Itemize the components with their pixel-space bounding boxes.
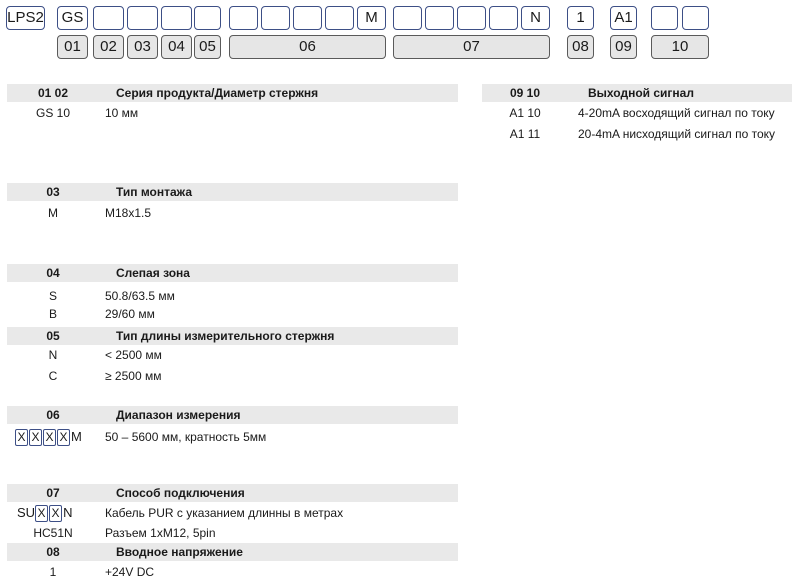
code-box-08: 1 — [567, 6, 594, 30]
position-box-08: 08 — [567, 35, 594, 59]
row-desc: M18x1.5 — [105, 206, 152, 220]
table-row — [7, 204, 458, 222]
section-title: Тип монтажа — [116, 185, 193, 199]
code-box-06-4 — [325, 6, 354, 30]
section-08-header — [7, 543, 458, 561]
table-row — [7, 305, 458, 323]
section-code: 07 — [46, 486, 60, 500]
table-row — [7, 287, 458, 305]
row-code: HC51N — [33, 526, 73, 540]
row-desc: 50 – 5600 мм, кратность 5мм — [105, 430, 267, 444]
code-box-07-4 — [489, 6, 518, 30]
section-title: Диапазон измерения — [116, 408, 241, 422]
placeholder-box: X — [49, 505, 62, 522]
position-box-03: 03 — [127, 35, 158, 59]
row-code — [17, 504, 72, 522]
code-box-04 — [127, 6, 158, 30]
code-box-06-1 — [229, 6, 258, 30]
section-04-header — [7, 264, 458, 282]
section-0910-header — [482, 84, 792, 102]
table-row — [7, 428, 458, 446]
section-07-header — [7, 484, 458, 502]
section-title: Серия продукта/Диаметр стержня — [116, 86, 319, 100]
section-code: 05 — [46, 329, 60, 343]
position-box-09: 09 — [610, 35, 637, 59]
code-box-07-2 — [425, 6, 454, 30]
code-box-07-n: N — [521, 6, 550, 30]
section-title: Вводное напряжение — [116, 545, 243, 559]
code-box-06-2 — [261, 6, 290, 30]
section-0102-header — [7, 84, 458, 102]
row-desc: 29/60 мм — [105, 307, 155, 321]
section-title: Слепая зона — [116, 266, 190, 280]
row-desc: 50.8/63.5 мм — [105, 289, 175, 303]
row-code: 1 — [49, 565, 57, 579]
section-title: Способ подключения — [116, 486, 245, 500]
code-box-07-3 — [457, 6, 486, 30]
placeholder-box: X — [57, 429, 70, 446]
code-box-lps2: LPS2 — [6, 6, 45, 30]
placeholder-box: X — [15, 429, 28, 446]
placeholder-box: X — [43, 429, 56, 446]
row-desc: 4-20mA восходящий сигнал по току — [578, 106, 775, 120]
section-title: Выходной сигнал — [588, 86, 694, 100]
code-box-05b — [194, 6, 221, 30]
section-code: 04 — [46, 266, 60, 280]
table-row — [7, 524, 458, 542]
position-box-05: 05 — [194, 35, 221, 59]
row-code: GS 10 — [35, 106, 71, 120]
row-desc: 10 мм — [105, 106, 139, 120]
code-box-06-m: M — [357, 6, 386, 30]
section-code: 08 — [46, 545, 60, 559]
code-box-10-2 — [682, 6, 709, 30]
row-code: B — [48, 307, 57, 321]
row-code — [15, 428, 82, 446]
section-code: 06 — [46, 408, 60, 422]
code-box-03 — [93, 6, 124, 30]
table-row — [7, 563, 458, 581]
table-row — [7, 104, 458, 122]
row-code: S — [48, 289, 57, 303]
row-desc: ≥ 2500 мм — [105, 369, 162, 383]
code-box-gs: GS — [57, 6, 88, 30]
section-code: 03 — [46, 185, 60, 199]
position-box-02: 02 — [93, 35, 124, 59]
section-code: 01 02 — [37, 86, 69, 100]
section-06-header — [7, 406, 458, 424]
code-suffix: N — [63, 505, 73, 520]
table-row — [7, 367, 458, 385]
table-row — [7, 346, 458, 364]
code-suffix: M — [71, 429, 82, 444]
section-05-header — [7, 327, 458, 345]
position-box-01: 01 — [57, 35, 88, 59]
position-box-06: 06 — [229, 35, 386, 59]
code-box-06-3 — [293, 6, 322, 30]
row-desc: 20-4mA нисходящий сигнал по току — [578, 127, 776, 141]
position-box-10: 10 — [651, 35, 709, 59]
row-code: A1 11 — [509, 127, 541, 141]
row-desc: +24V DC — [105, 565, 155, 579]
row-desc: Разъем 1xM12, 5pin — [105, 526, 216, 540]
code-prefix: SU — [17, 505, 36, 520]
table-row — [7, 504, 458, 522]
row-code: M — [48, 206, 58, 220]
code-box-09: A1 — [610, 6, 637, 30]
code-box-05 — [161, 6, 192, 30]
placeholder-box: X — [35, 505, 48, 522]
section-title: Тип длины измерительного стержня — [116, 329, 335, 343]
code-box-07-1 — [393, 6, 422, 30]
row-code: C — [48, 369, 58, 383]
row-code: N — [48, 348, 58, 362]
position-box-07: 07 — [393, 35, 550, 59]
section-03-header — [7, 183, 458, 201]
row-desc: < 2500 мм — [105, 348, 162, 362]
table-row — [482, 125, 792, 143]
position-box-04: 04 — [161, 35, 192, 59]
placeholder-box: X — [29, 429, 42, 446]
code-box-10-1 — [651, 6, 678, 30]
row-desc: Кабель PUR с указанием длинны в метрах — [105, 506, 344, 520]
section-code: 09 10 — [509, 86, 541, 100]
table-row — [482, 104, 792, 122]
row-code: A1 10 — [509, 106, 541, 120]
